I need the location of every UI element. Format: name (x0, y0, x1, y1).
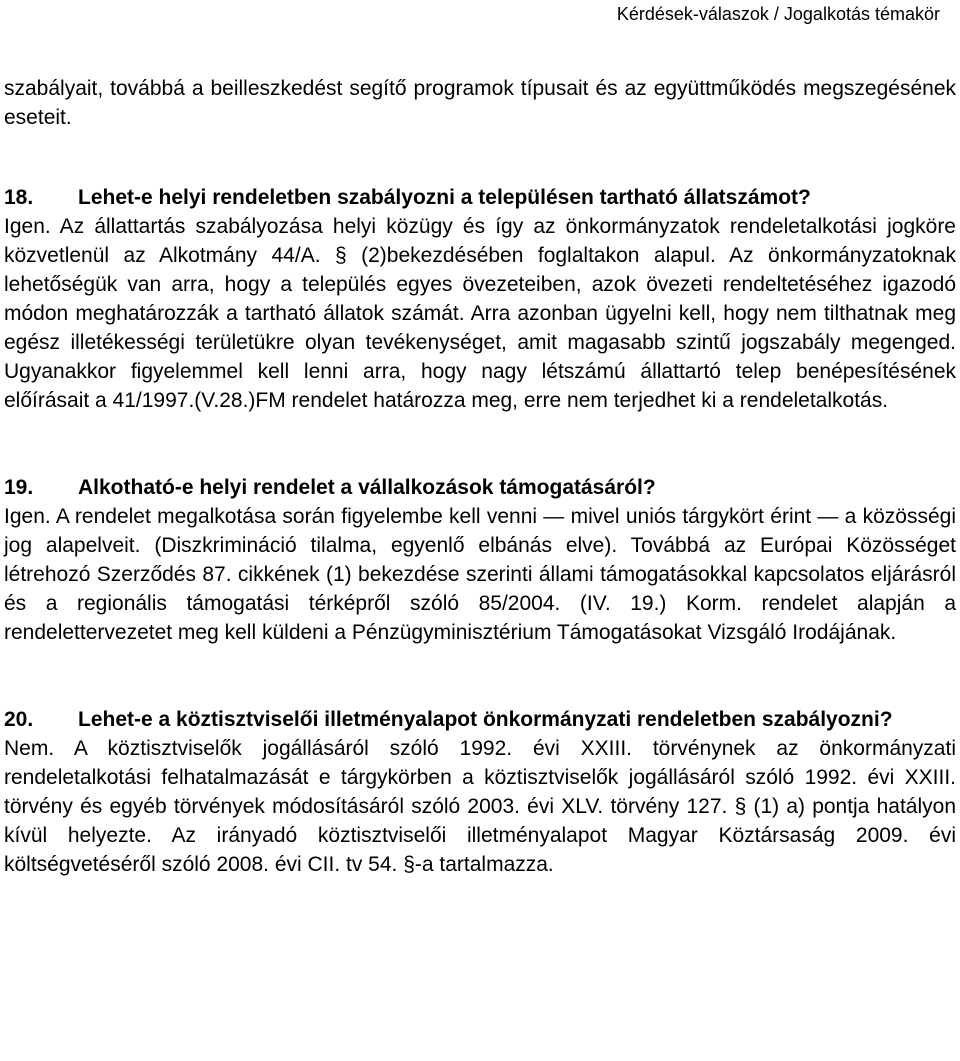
spacer (4, 647, 956, 705)
spacer (4, 415, 956, 473)
question-text: Lehet-e helyi rendeletben szabályozni a településen tartható állatszámot? (78, 186, 811, 209)
spacer (4, 132, 956, 183)
document-body (4, 74, 956, 879)
question-number: 20. (4, 708, 34, 731)
question-number: 18. (4, 186, 34, 209)
question-number: 19. (4, 476, 34, 499)
question-19 (4, 473, 956, 502)
answer-19: Igen. A rendelet megalkotása során figyelembe kell venni — mivel uniós tárgykört érint — a közösségi jog alapelveit. (Diszkrimináció tilalma, egyenlő elbánás elve). Továbbá az Európai Közösséget létrehozó Szerződés 87. cikkének (1) bekezdése szerinti állami támogatásokkal kapcsolatos eljárásról és a regionális támogatási térképről szóló 85/2004. (IV. 19.) Korm. rendelet alapján a rendelettervezetet meg kell küldeni a Pénzügyminisztérium Támogatásokat Vizsgáló Irodájának. (4, 505, 956, 644)
page-header: Kérdések-válaszok / Jogalkotás témakör (616, 4, 940, 24)
question-text: Lehet-e a köztisztviselői illetményalapot önkormányzati rendeletben szabályozni? (78, 708, 893, 731)
question-text: Alkotható-e helyi rendelet a vállalkozások támogatásáról? (78, 476, 656, 499)
question-18 (4, 183, 956, 212)
answer-20: Nem. A köztisztviselők jogállásáról szóló 1992. évi XXIII. törvénynek az önkormányzati rendeletalkotási felhatalmazását e tárgykörben a köztisztviselők jogállásáról szóló 1992. évi XXIII. törvény és egyéb törvények módosításáról szóló 2003. évi XLV. törvény 127. § (1) a) pontja hatályon kívül helyezte. Az irányadó köztisztviselői illetményalapot Magyar Köztársaság 2009. évi költségvetéséről szóló 2008. évi CII. tv 54. §-a tartalmazza. (4, 737, 956, 876)
intro-paragraph: szabályait, továbbá a beilleszkedést segítő programok típusait és az együttműködés megszegésének eseteit. (4, 77, 956, 129)
answer-18: Igen. Az állattartás szabályozása helyi közügy és így az önkormányzatok rendeletalkotási jogköre közvetlenül az Alkotmány 44/A. § (2)bekezdésében foglaltakon alapul. Az önkormányzatoknak lehetőségük van arra, hogy a település egyes övezeteiben, azok övezeti rendeltetéséhez igazodó módon meghatározzák a tartható állatok számát. Arra azonban ügyelni kell, hogy nem tilthatnak meg egész illetékességi területükre olyan tevékenységet, amit magasabb szintű jogszabály megenged. Ugyanakkor figyelemmel kell lenni arra, hogy nagy létszámú állattartó telep benépesítésének előírásait a 41/1997.(V.28.)FM rendelet határozza meg, erre nem terjedhet ki a rendeletalkotás. (4, 215, 956, 412)
question-20 (4, 705, 956, 734)
